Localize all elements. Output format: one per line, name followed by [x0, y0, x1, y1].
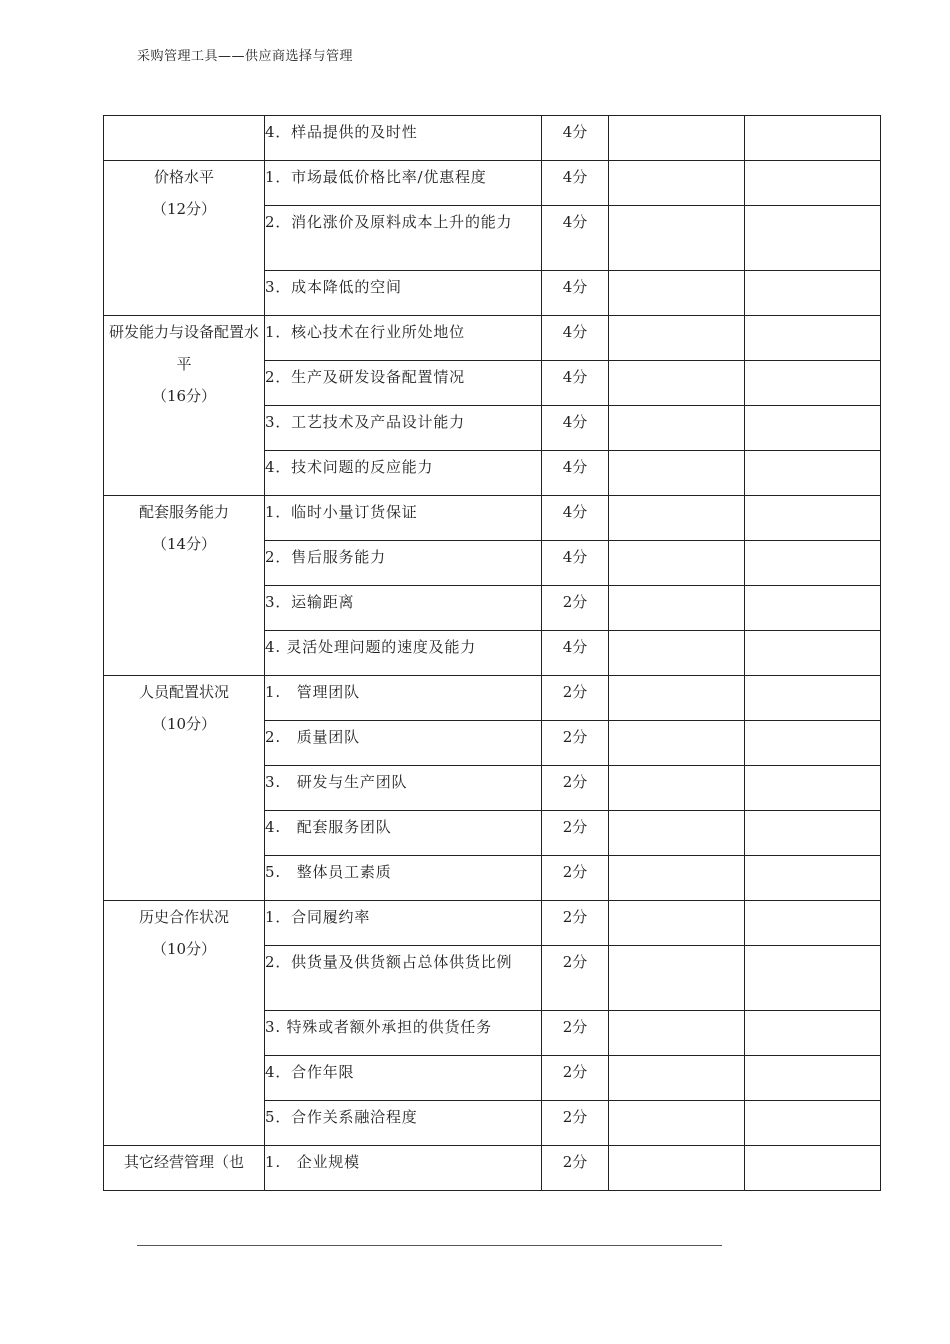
supplier-evaluation-table	[103, 115, 881, 1191]
category-cell-other: 其它经营管理（也	[104, 1146, 265, 1191]
score-cell: 4分	[542, 361, 609, 406]
remark-cell[interactable]	[745, 811, 881, 856]
score-cell: 2分	[542, 1056, 609, 1101]
category-score: （12分）	[151, 200, 217, 218]
category-label: 人员配置状况	[138, 683, 229, 701]
remark-cell[interactable]	[745, 496, 881, 541]
rating-cell[interactable]	[609, 271, 745, 316]
score-cell: 4分	[542, 316, 609, 361]
score-cell: 2分	[542, 811, 609, 856]
rating-cell[interactable]	[609, 116, 745, 161]
rating-cell[interactable]	[609, 316, 745, 361]
page-header-title: 采购管理工具——供应商选择与管理	[137, 49, 354, 64]
remark-cell[interactable]	[745, 161, 881, 206]
criterion-cell: 3．成本降低的空间	[265, 271, 542, 316]
criterion-cell: 4．样品提供的及时性	[265, 116, 542, 161]
category-cell-rnd	[104, 316, 265, 496]
rating-cell[interactable]	[609, 856, 745, 901]
table-row	[104, 161, 881, 206]
rating-cell[interactable]	[609, 206, 745, 271]
criterion-cell: 1. 管理团队	[265, 676, 542, 721]
remark-cell[interactable]	[745, 1146, 881, 1191]
rating-cell[interactable]	[609, 1011, 745, 1056]
remark-cell[interactable]	[745, 541, 881, 586]
criterion-cell: 3．工艺技术及产品设计能力	[265, 406, 542, 451]
remark-cell[interactable]	[745, 586, 881, 631]
remark-cell[interactable]	[745, 206, 881, 271]
category-score: （10分）	[151, 940, 217, 958]
rating-cell[interactable]	[609, 361, 745, 406]
remark-cell[interactable]	[745, 316, 881, 361]
footer-divider	[137, 1245, 722, 1246]
category-cell-staff	[104, 676, 265, 901]
remark-cell[interactable]	[745, 721, 881, 766]
score-cell: 4分	[542, 406, 609, 451]
criterion-cell: 2．售后服务能力	[265, 541, 542, 586]
score-cell: 2分	[542, 901, 609, 946]
category-score: （10分）	[151, 715, 217, 733]
score-cell: 4分	[542, 496, 609, 541]
remark-cell[interactable]	[745, 631, 881, 676]
criterion-cell: 1. 企业规模	[265, 1146, 542, 1191]
score-cell: 2分	[542, 856, 609, 901]
score-cell: 4分	[542, 631, 609, 676]
rating-cell[interactable]	[609, 406, 745, 451]
rating-cell[interactable]	[609, 676, 745, 721]
criterion-cell: 1．核心技术在行业所处地位	[265, 316, 542, 361]
table-row	[104, 496, 881, 541]
remark-cell[interactable]	[745, 856, 881, 901]
remark-cell[interactable]	[745, 451, 881, 496]
score-cell: 4分	[542, 271, 609, 316]
table-row	[104, 316, 881, 361]
rating-cell[interactable]	[609, 496, 745, 541]
score-cell: 2分	[542, 1146, 609, 1191]
rating-cell[interactable]	[609, 721, 745, 766]
score-cell: 2分	[542, 1011, 609, 1056]
rating-cell[interactable]	[609, 1056, 745, 1101]
criterion-cell: 4. 配套服务团队	[265, 811, 542, 856]
criterion-cell: 4．合作年限	[265, 1056, 542, 1101]
criterion-cell: 1．合同履约率	[265, 901, 542, 946]
rating-cell[interactable]	[609, 451, 745, 496]
remark-cell[interactable]	[745, 1011, 881, 1056]
score-cell: 2分	[542, 1101, 609, 1146]
remark-cell[interactable]	[745, 766, 881, 811]
score-cell: 4分	[542, 206, 609, 271]
criterion-cell: 4．技术问题的反应能力	[265, 451, 542, 496]
criterion-cell: 2．消化涨价及原料成本上升的能力	[265, 206, 542, 271]
rating-cell[interactable]	[609, 631, 745, 676]
score-cell: 2分	[542, 586, 609, 631]
rating-cell[interactable]	[609, 1146, 745, 1191]
rating-cell[interactable]	[609, 541, 745, 586]
criterion-cell: 5．合作关系融洽程度	[265, 1101, 542, 1146]
criterion-cell: 3. 特殊或者额外承担的供货任务	[265, 1011, 542, 1056]
table-row	[104, 676, 881, 721]
category-cell-continued	[104, 116, 265, 161]
criterion-cell: 2．供货量及供货额占总体供货比例	[265, 946, 542, 1011]
score-cell: 2分	[542, 766, 609, 811]
remark-cell[interactable]	[745, 1056, 881, 1101]
remark-cell[interactable]	[745, 676, 881, 721]
remark-cell[interactable]	[745, 1101, 881, 1146]
criterion-cell: 3．运输距离	[265, 586, 542, 631]
table-row	[104, 1146, 881, 1191]
rating-cell[interactable]	[609, 586, 745, 631]
criterion-cell: 2. 质量团队	[265, 721, 542, 766]
category-label: 历史合作状况	[138, 908, 229, 926]
remark-cell[interactable]	[745, 406, 881, 451]
rating-cell[interactable]	[609, 811, 745, 856]
category-cell-history	[104, 901, 265, 1146]
remark-cell[interactable]	[745, 946, 881, 1011]
category-label: 价格水平	[153, 168, 214, 186]
rating-cell[interactable]	[609, 161, 745, 206]
category-score: （14分）	[151, 535, 217, 553]
rating-cell[interactable]	[609, 901, 745, 946]
table-row	[104, 116, 881, 161]
category-score: （16分）	[151, 387, 217, 405]
table-row	[104, 901, 881, 946]
criterion-cell: 5. 整体员工素质	[265, 856, 542, 901]
remark-cell[interactable]	[745, 361, 881, 406]
score-cell: 4分	[542, 451, 609, 496]
category-label: 研发能力与设备配置水平	[108, 323, 259, 373]
criterion-cell: 1．市场最低价格比率/优惠程度	[265, 161, 542, 206]
category-cell-price	[104, 161, 265, 316]
remark-cell[interactable]	[745, 116, 881, 161]
score-cell: 4分	[542, 541, 609, 586]
rating-cell[interactable]	[609, 946, 745, 1011]
criterion-cell: 1．临时小量订货保证	[265, 496, 542, 541]
category-cell-service	[104, 496, 265, 676]
score-cell: 2分	[542, 676, 609, 721]
score-cell: 4分	[542, 161, 609, 206]
remark-cell[interactable]	[745, 271, 881, 316]
score-cell: 2分	[542, 721, 609, 766]
rating-cell[interactable]	[609, 766, 745, 811]
criterion-cell: 3. 研发与生产团队	[265, 766, 542, 811]
score-cell: 4分	[542, 116, 609, 161]
remark-cell[interactable]	[745, 901, 881, 946]
criterion-cell: 4. 灵活处理问题的速度及能力	[265, 631, 542, 676]
rating-cell[interactable]	[609, 1101, 745, 1146]
criterion-cell: 2．生产及研发设备配置情况	[265, 361, 542, 406]
category-label: 配套服务能力	[138, 503, 229, 521]
score-cell: 2分	[542, 946, 609, 1011]
